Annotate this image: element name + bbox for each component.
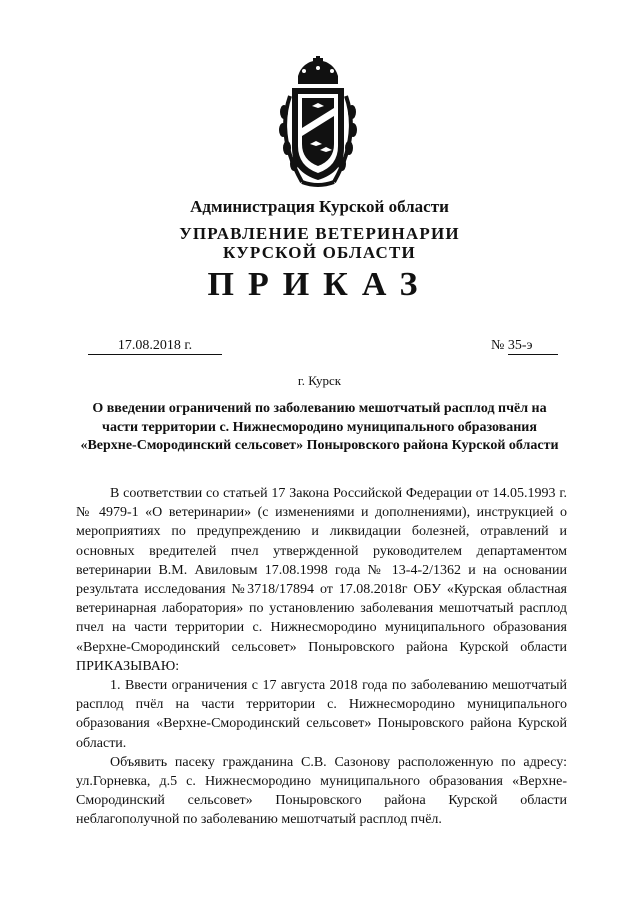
order-city: г. Курск (297, 373, 342, 388)
body-paragraph-1: В соответствии со статьей 17 Закона Российской Федерации от 14.05.1993 г. № 4979-1 «О ветеринарии» (с изменениями и дополнениями), инструкцией о мероприятиях по предупреждению и ликвидации болезней, отравлений и основных вредителей пчел утвержденной руководителем департаментом ветеринарии В.М. Авиловым 17.08.1998 года № 13-4-2/1362 и на основании результата исследования №3718/17894 от 17.08.2018г ОБУ «Курская областная ветеринарная лаборатория» по установлению заболевания мешотчатый расплод пчел на части территории с. Нижнесмородино муниципального образования «Верхне-Смородинский сельсовет» Поныровского района Курской области ПРИКАЗЫВАЮ: (76, 486, 567, 674)
kursk-coat-of-arms-icon (272, 56, 364, 188)
body-paragraph-2: 1. Ввести ограничения с 17 августа 2018 года по заболеванию мешотчатый расплод пчёл на части территории с. Нижнесмородино муниципального образования «Верхне-Смородинский сельсовет» Поныровского района Курской области. (76, 678, 567, 751)
organization-name: Администрация Курской области (190, 197, 449, 216)
order-number-prefix: № (491, 338, 505, 353)
department-name (0, 224, 639, 262)
order-number (491, 337, 563, 355)
order-body (76, 484, 567, 830)
order-subject: О введении ограничений по заболеванию мешотчатый расплод пчёл на части территории с. Нижнесмородино муниципального образования «Верхне-Смородинский сельсовет» Поныровского района Курской области (80, 401, 559, 453)
body-paragraph-3: Объявить пасеку гражданина С.В. Сазонову расположенную по адресу: ул.Горневка, д.5 с. Нижнесмородино муниципального образования «Верхне-Смородинский сельсовет» Поныровского района Курской области неблагополучной по заболеванию мешотчатый расплод пчёл. (76, 754, 567, 828)
order-number-value: 35-э (508, 337, 558, 355)
department-line-2: КУРСКОЙ ОБЛАСТИ (223, 243, 416, 262)
department-line-1: УПРАВЛЕНИЕ ВЕТЕРИНАРИИ (179, 224, 460, 243)
document-type-title: ПРИКАЗ (207, 266, 432, 303)
order-date: 17.08.2018 г. (88, 337, 222, 355)
